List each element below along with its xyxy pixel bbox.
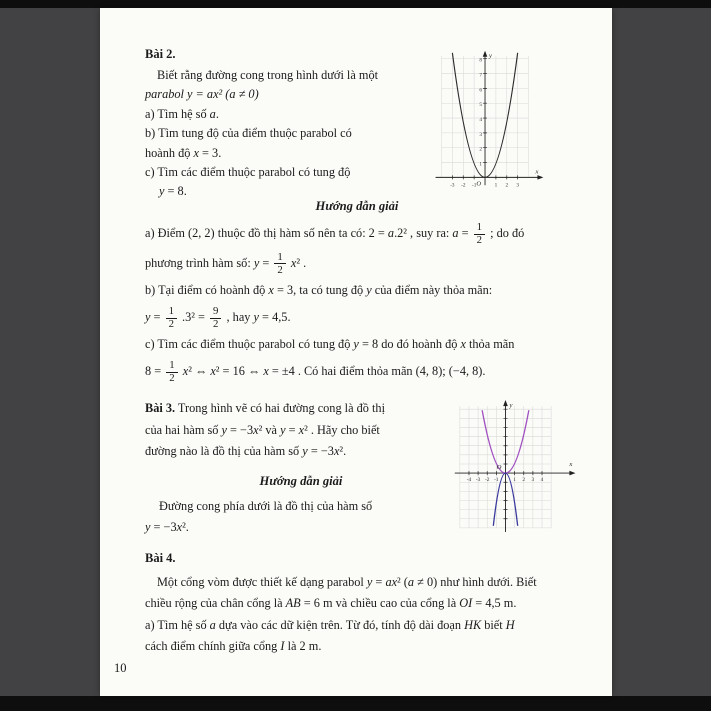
text-line — [145, 335, 575, 354]
exercise-2-solution — [145, 222, 575, 389]
axis-tick-label: 5 — [479, 102, 483, 109]
axis-tick-label: -1 — [494, 477, 499, 484]
text-line — [145, 615, 575, 636]
text-segment: ² ⇔ — [188, 363, 211, 378]
solution-heading-2: Hướng dẫn giải — [315, 199, 399, 213]
text-segment: Một cổng vòm được thiết kế dạng parabol — [157, 575, 367, 589]
text-line — [145, 420, 457, 442]
axis-tick-label: 4 — [540, 477, 544, 484]
exercise-4-heading: Bài 4. — [145, 551, 176, 565]
text-segment: = 6 m và chiều cao của cổng là — [300, 596, 460, 611]
text-segment: x — [290, 255, 297, 270]
axis-tick-label: 6 — [479, 87, 483, 94]
text-segment: x — [193, 145, 199, 160]
origin-label: O — [476, 180, 482, 188]
text-line — [145, 593, 575, 614]
text-segment: x — [268, 283, 274, 298]
axis-tick-label: 1 — [513, 477, 516, 484]
text-segment: = — [150, 309, 164, 324]
axis-tick-label: -1 — [471, 182, 477, 189]
text-segment: = — [458, 226, 472, 241]
text-segment: x — [298, 422, 305, 437]
text-segment: Trong hình vẽ có hai đường cong là đồ thị — [175, 401, 385, 415]
text-segment: ² . Hãy cho biết — [304, 422, 380, 437]
axis-tick-label: 2 — [479, 146, 483, 153]
text-segment: ². — [182, 520, 189, 534]
text-segment: = — [285, 422, 299, 437]
text-segment: b) Tại điểm có hoành độ — [145, 283, 269, 298]
text-segment: a) Điểm (2, 2) thuộc đồ thị hàm số nên ta có: 2 = — [145, 226, 388, 241]
exercise-4 — [145, 551, 575, 657]
text-segment: dựa vào các dữ kiện trên. Từ đó, tính độ dài đoạn — [215, 617, 465, 632]
text-segment: .2² , suy ra: — [394, 226, 453, 241]
text-segment: y — [253, 309, 259, 324]
y-axis-label: y — [488, 52, 492, 60]
axis-tick-label: -2 — [484, 477, 490, 484]
text-segment: y — [366, 575, 373, 589]
text-segment: = 4,5. — [258, 309, 291, 324]
text-segment: a) Tìm hệ số — [145, 106, 210, 121]
text-segment: ² ( — [397, 575, 408, 589]
text-segment: 8 = — [145, 363, 165, 378]
text-line — [145, 252, 575, 277]
text-segment: x — [210, 363, 216, 378]
text-segment: y — [280, 422, 286, 437]
text-segment: y — [353, 337, 359, 352]
text-segment: = 3, ta có tung độ — [273, 283, 367, 298]
text-segment: thỏa mãn — [465, 337, 515, 352]
text-segment: I — [280, 638, 285, 653]
axis-tick-label: -4 — [466, 477, 472, 484]
text-line — [145, 496, 457, 518]
exercise-2-statement — [145, 66, 413, 202]
text-segment: . — [215, 106, 219, 121]
y-axis-arrow — [503, 400, 508, 406]
x-axis-label: x — [569, 461, 573, 468]
text-segment: y — [366, 283, 372, 298]
text-segment: ax — [385, 575, 398, 589]
origin-label: O — [496, 464, 502, 472]
fraction: $\frac{1}{2}$ — [166, 306, 177, 331]
text-line — [145, 105, 413, 124]
text-segment: y — [302, 444, 308, 458]
top-border-bar — [0, 0, 711, 8]
exercise-2-heading: Bài 2. — [145, 47, 176, 61]
text-segment: = — [259, 255, 273, 270]
exercise-3 — [145, 398, 457, 539]
parabola-graph-exercise-3 — [422, 396, 590, 536]
text-segment: ; do đó — [487, 226, 525, 241]
fraction: $\frac{1}{2}$ — [274, 252, 285, 277]
text-line — [145, 398, 457, 420]
axis-tick-label: 2 — [505, 182, 509, 189]
text-segment: đường nào là đồ thị của hàm số — [145, 444, 303, 458]
text-segment: x — [460, 337, 466, 352]
text-segment: cách điểm chính giữa cổng — [145, 638, 281, 653]
text-line — [145, 281, 575, 300]
text-line — [145, 124, 413, 143]
axis-tick-label: 3 — [531, 477, 535, 484]
text-segment: .3² = — [178, 309, 209, 324]
x-axis-arrow — [537, 175, 543, 180]
solution-heading-3: Hướng dẫn giải — [259, 473, 343, 488]
text-segment: y — [253, 255, 260, 270]
axis-tick-label: 3 — [479, 131, 483, 138]
text-line — [145, 163, 413, 182]
text-segment: là 2 m. — [284, 638, 322, 653]
text-segment: Biết rằng đường cong trong hình dưới là một — [157, 68, 379, 82]
text-segment: parabol y = ax² (a ≠ 0) — [145, 87, 259, 102]
text-segment: H — [505, 617, 515, 632]
text-segment: phương trình hàm số: — [145, 255, 254, 270]
text-segment: ² = 16 ⇔ — [215, 363, 264, 378]
text-segment: OI — [459, 596, 473, 611]
text-segment: = 8. — [164, 184, 187, 199]
text-segment: a — [407, 575, 415, 589]
text-segment: ≠ 0) như hình dưới. Biết — [414, 575, 537, 589]
fraction: $\frac{1}{2}$ — [474, 222, 485, 247]
y-axis-label: y — [509, 402, 513, 410]
text-segment: a — [209, 617, 216, 632]
bottom-border-bar — [0, 696, 711, 711]
axis-tick-label: 1 — [494, 182, 498, 189]
text-line — [145, 222, 575, 247]
text-segment: a — [209, 106, 216, 121]
axis-tick-label: 2 — [522, 477, 526, 484]
text-segment: = −3 — [307, 444, 334, 458]
text-segment: x — [253, 422, 259, 437]
text-segment: a — [387, 226, 395, 241]
document-page — [100, 8, 612, 696]
text-segment: y — [145, 520, 151, 534]
axis-tick-label: 3 — [516, 182, 519, 189]
text-segment: x — [182, 363, 189, 378]
axis-tick-label: 7 — [479, 72, 483, 79]
text-segment: = 8 do đó hoành độ — [358, 337, 461, 352]
text-line — [145, 636, 575, 657]
axis-tick-label: 4 — [479, 117, 483, 124]
text-segment: c) Tìm các điểm thuộc parabol có tung độ — [145, 165, 351, 180]
axis-tick-label: -3 — [475, 477, 481, 484]
text-segment: chiều rộng của chân cổng là — [145, 596, 286, 611]
text-segment: AB — [285, 596, 301, 611]
text-segment: Đường cong phía dưới là đồ thị của hàm số — [159, 498, 373, 513]
text-segment: hoành độ — [145, 145, 194, 160]
axis-tick-label: -2 — [461, 182, 466, 189]
text-line — [145, 441, 457, 463]
text-segment: c) Tìm các điểm thuộc parabol có tung độ — [145, 337, 354, 352]
text-line — [145, 144, 413, 163]
text-segment: ². — [339, 444, 347, 458]
text-segment: ² và — [258, 422, 281, 437]
text-segment: = −3 — [226, 422, 254, 437]
text-segment: HK — [464, 617, 482, 632]
text-segment: = −3 — [150, 520, 177, 534]
text-line — [145, 517, 457, 539]
text-segment: , hay — [223, 309, 254, 324]
fraction: $\frac{1}{2}$ — [166, 360, 177, 385]
text-segment: Bài 3. — [145, 401, 176, 415]
text-segment: a — [452, 226, 459, 241]
text-line — [145, 360, 575, 385]
fraction: $\frac{9}{2}$ — [210, 306, 221, 331]
text-segment: x — [333, 444, 340, 458]
text-segment: của hai hàm số — [145, 422, 222, 437]
text-line — [145, 66, 413, 85]
text-segment: = — [372, 575, 386, 589]
text-segment: y — [145, 309, 151, 324]
x-axis-arrow — [569, 471, 575, 476]
text-segment: = 3. — [198, 145, 222, 160]
y-axis-arrow — [483, 51, 488, 57]
axis-tick-label: 1 — [479, 161, 483, 168]
text-segment: biết — [481, 617, 506, 632]
page-number: 10 — [114, 661, 127, 675]
text-segment: = 4,5 m. — [472, 596, 517, 611]
text-segment: a) Tìm hệ số — [145, 617, 210, 632]
text-segment: y — [221, 422, 227, 437]
axis-tick-label: -3 — [450, 182, 455, 189]
text-segment: của điểm này thỏa mãn: — [371, 283, 493, 298]
text-line — [145, 85, 413, 104]
text-segment: ² . — [296, 255, 307, 270]
axis-tick-label: 8 — [479, 57, 483, 64]
text-line — [145, 306, 575, 331]
text-segment: x — [176, 520, 183, 534]
text-segment: y — [159, 184, 165, 199]
text-segment: = ±4 . Có hai điểm thỏa mãn (4, 8); (−4, 8). — [268, 363, 486, 378]
parabola-graph-exercise-2 — [398, 46, 576, 198]
text-segment: b) Tìm tung độ của điểm thuộc parabol có — [145, 126, 352, 141]
text-line — [145, 572, 575, 593]
text-segment: x — [263, 363, 269, 378]
x-axis-label: x — [535, 168, 539, 176]
